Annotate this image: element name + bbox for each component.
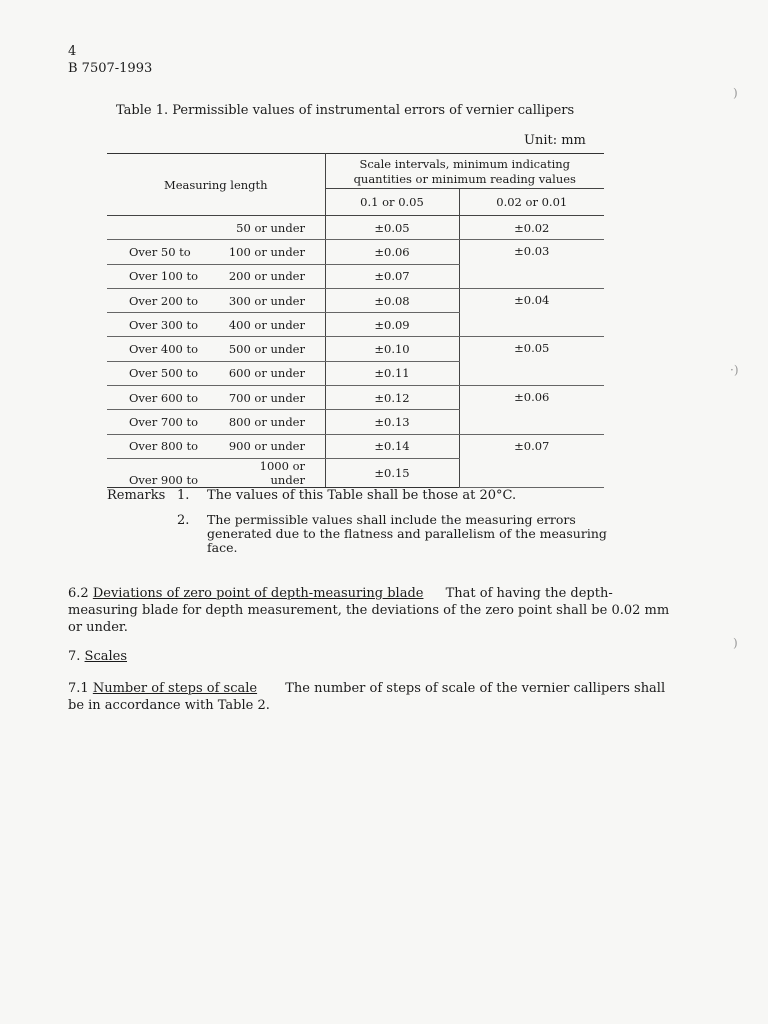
value-cell-col-a: ±0.14 — [325, 434, 459, 458]
measuring-length-cell: Over 300 to 400 or under — [107, 313, 325, 337]
measuring-length-cell: Over 600 to 700 or under — [107, 386, 325, 410]
standard-identifier: B 7507-1993 — [68, 61, 153, 76]
table-row — [107, 337, 604, 361]
value-cell-col-a: ±0.12 — [325, 386, 459, 410]
header-col-b: 0.02 or 0.01 — [459, 189, 604, 216]
value-cell-col-a: ±0.10 — [325, 337, 459, 361]
section-6-2-body: That of having the depth-measuring blade for depth measurement, the deviations of the zero point shall be 0.02 mm or under. — [68, 586, 670, 635]
page-number: 4 — [68, 44, 77, 59]
measuring-length-cell: Over 200 to 300 or under — [107, 288, 325, 312]
measuring-length-cell: Over 700 to 800 or under — [107, 410, 325, 434]
header-scale-line-2: quantities or minimum reading values — [353, 172, 576, 186]
value-cell-col-a: ±0.13 — [325, 410, 459, 434]
measuring-length-cell: 50 or under — [107, 216, 325, 240]
remark-2-text: The permissible values shall include the measuring errors generated due to the flatness and parallelism of the measuring face. — [207, 512, 607, 555]
measuring-length-cell: Over 800 to 900 or under — [107, 434, 325, 458]
measuring-length-cell: Over 100 to 200 or under — [107, 264, 325, 288]
section-6-2-title: Deviations of zero point of depth-measuring blade — [92, 586, 424, 601]
value-cell-col-b: ±0.03 — [459, 240, 604, 289]
section-7-1-body: The number of steps of scale of the vernier callipers shall be in accordance with Table 2. — [68, 681, 666, 713]
table-caption: Table 1. Permissible values of instrumental errors of vernier callipers — [116, 103, 575, 118]
table-row — [107, 216, 604, 240]
value-cell-col-a: ±0.07 — [325, 264, 459, 288]
measuring-length-cell: Over 500 to 600 or under — [107, 361, 325, 385]
remark-1-number: 1. — [177, 488, 190, 503]
value-cell-col-b: ±0.05 — [459, 337, 604, 386]
header-scale-line-1: Scale intervals, minimum indicating — [359, 157, 571, 171]
measuring-length-cell: Over 50 to 100 or under — [107, 240, 325, 264]
section-7-title: Scales — [84, 649, 128, 664]
permissible-errors-table — [107, 153, 604, 488]
measuring-length-cell: Over 400 to 500 or under — [107, 337, 325, 361]
header-col-a: 0.1 or 0.05 — [325, 189, 459, 216]
measuring-length-cell: Over 900 to1000 or under — [107, 458, 325, 487]
header-measuring-length: Measuring length — [107, 154, 325, 216]
value-cell-col-a: ±0.11 — [325, 361, 459, 385]
scan-mark: ·) — [730, 363, 739, 377]
remark-1-text: The values of this Table shall be those at 20°C. — [207, 488, 517, 503]
value-cell-col-b: ±0.07 — [459, 434, 604, 487]
scan-mark: ) — [733, 86, 738, 100]
table-unit: Unit: mm — [524, 133, 586, 148]
scan-mark: ) — [733, 636, 738, 650]
remark-2-number: 2. — [177, 513, 190, 528]
section-7-number: 7. — [68, 649, 81, 664]
section-7 — [68, 648, 678, 665]
section-7-1-number: 7.1 — [68, 681, 89, 696]
remarks-label: Remarks — [107, 488, 166, 503]
section-7-1 — [68, 680, 678, 714]
value-cell-col-a: ±0.06 — [325, 240, 459, 264]
table-row — [107, 288, 604, 312]
table-row — [107, 386, 604, 410]
value-cell-col-a: ±0.15 — [325, 458, 459, 487]
table-row — [107, 434, 604, 458]
value-cell-col-a: ±0.08 — [325, 288, 459, 312]
table-row — [107, 240, 604, 264]
value-cell-col-a: ±0.09 — [325, 313, 459, 337]
section-6-2-number: 6.2 — [68, 586, 89, 601]
value-cell-col-b: ±0.04 — [459, 288, 604, 337]
value-cell-col-b: ±0.02 — [459, 216, 604, 240]
section-7-1-title: Number of steps of scale — [92, 681, 258, 696]
value-cell-col-a: ±0.05 — [325, 216, 459, 240]
value-cell-col-b: ±0.06 — [459, 386, 604, 435]
header-scale-intervals — [325, 154, 604, 189]
section-6-2 — [68, 585, 678, 636]
